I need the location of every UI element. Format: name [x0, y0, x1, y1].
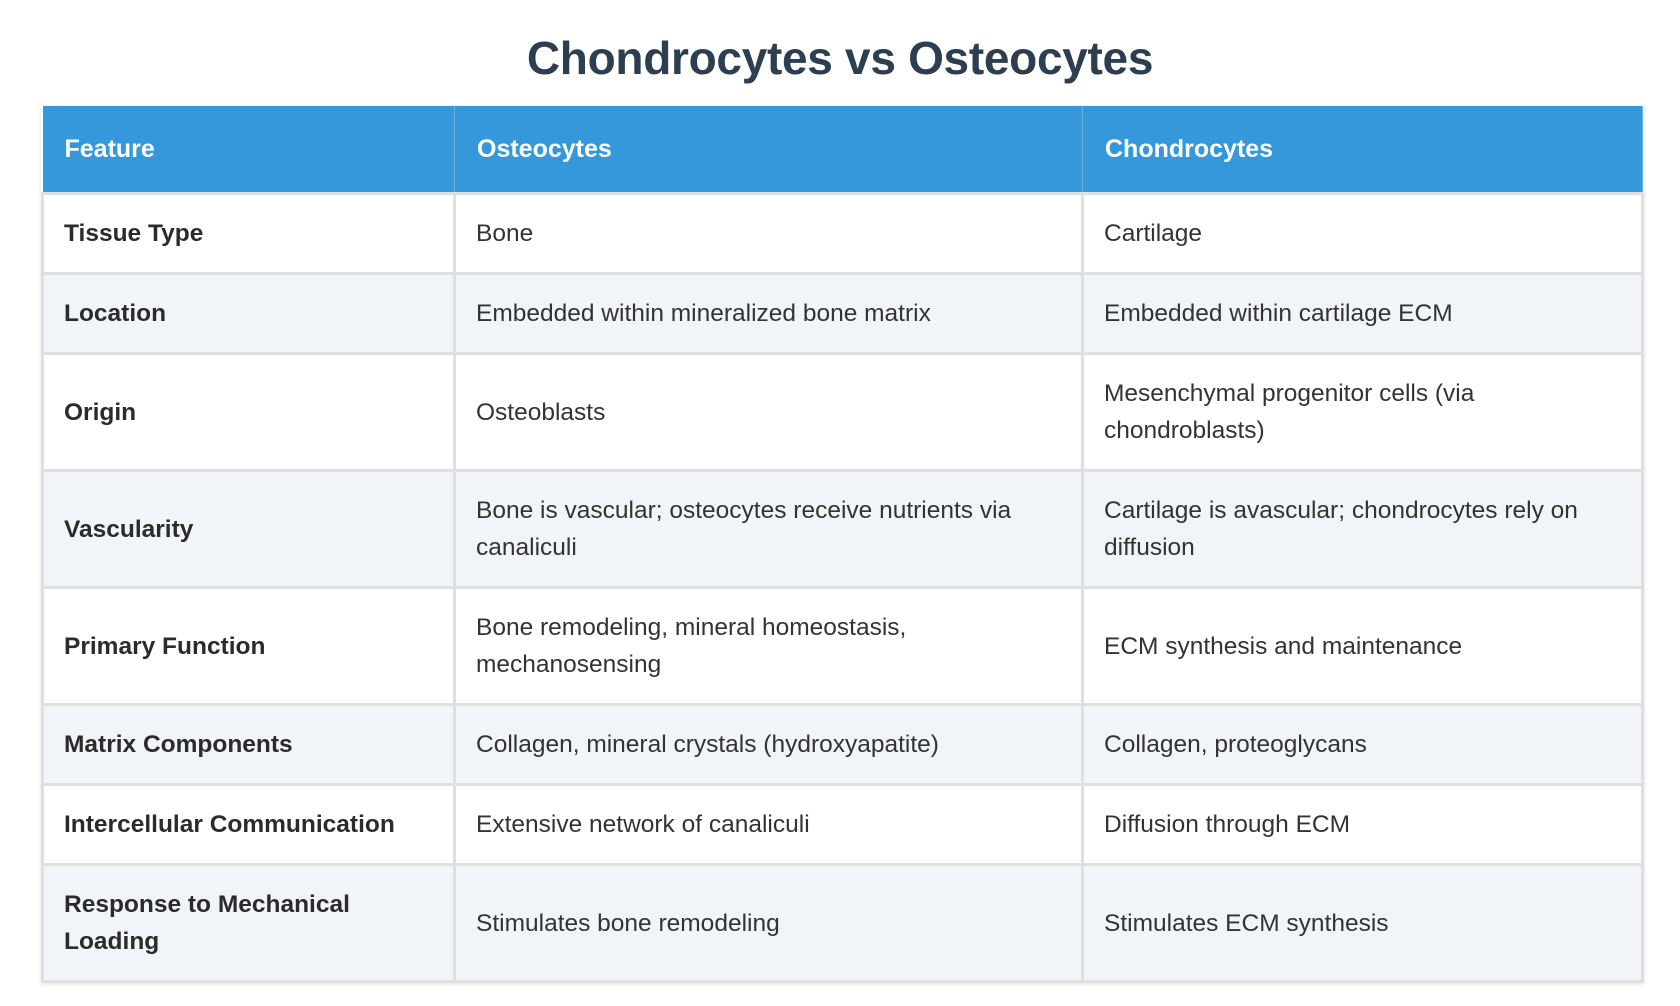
chondrocytes-cell: Collagen, proteoglycans: [1083, 705, 1643, 785]
feature-cell: Vascularity: [43, 471, 455, 588]
osteocytes-cell: Bone remodeling, mineral homeostasis, mechanosensing: [455, 588, 1083, 705]
osteocytes-cell: Osteoblasts: [455, 354, 1083, 471]
table-header: [43, 106, 1643, 194]
table-row: [43, 865, 1643, 982]
table-row: [43, 354, 1643, 471]
chondrocytes-cell: Diffusion through ECM: [1083, 785, 1643, 865]
osteocytes-cell: Embedded within mineralized bone matrix: [455, 274, 1083, 354]
osteocytes-cell: Stimulates bone remodeling: [455, 865, 1083, 982]
osteocytes-cell: Extensive network of canaliculi: [455, 785, 1083, 865]
chondrocytes-cell: Cartilage: [1083, 194, 1643, 274]
table-row: [43, 588, 1643, 705]
chondrocytes-cell: Mesenchymal progenitor cells (via chondroblasts): [1083, 354, 1643, 471]
table-row: [43, 274, 1643, 354]
table-row: [43, 705, 1643, 785]
feature-cell: Matrix Components: [43, 705, 455, 785]
page-title: Chondrocytes vs Osteocytes: [526, 32, 1154, 84]
chondrocytes-cell: Stimulates ECM synthesis: [1083, 865, 1643, 982]
osteocytes-cell: Bone: [455, 194, 1083, 274]
feature-cell: Intercellular Communication: [43, 785, 455, 865]
osteocytes-cell: Collagen, mineral crystals (hydroxyapatite): [455, 705, 1083, 785]
chondrocytes-cell: ECM synthesis and maintenance: [1083, 588, 1643, 705]
osteocytes-cell: Bone is vascular; osteocytes receive nutrients via canaliculi: [455, 471, 1083, 588]
feature-cell: Primary Function: [43, 588, 455, 705]
table-body: [43, 194, 1643, 982]
column-header-feature: Feature: [43, 106, 455, 194]
comparison-table: [41, 106, 1644, 983]
feature-cell: Location: [43, 274, 455, 354]
feature-cell: Tissue Type: [43, 194, 455, 274]
feature-cell: Response to Mechanical Loading: [43, 865, 455, 982]
table-row: [43, 471, 1643, 588]
chondrocytes-cell: Cartilage is avascular; chondrocytes rely on diffusion: [1083, 471, 1643, 588]
chondrocytes-cell: Embedded within cartilage ECM: [1083, 274, 1643, 354]
column-header-chondrocytes: Chondrocytes: [1083, 106, 1643, 194]
table-row: [43, 785, 1643, 865]
table-row: [43, 194, 1643, 274]
header-row: [43, 106, 1643, 194]
column-header-osteocytes: Osteocytes: [455, 106, 1083, 194]
feature-cell: Origin: [43, 354, 455, 471]
